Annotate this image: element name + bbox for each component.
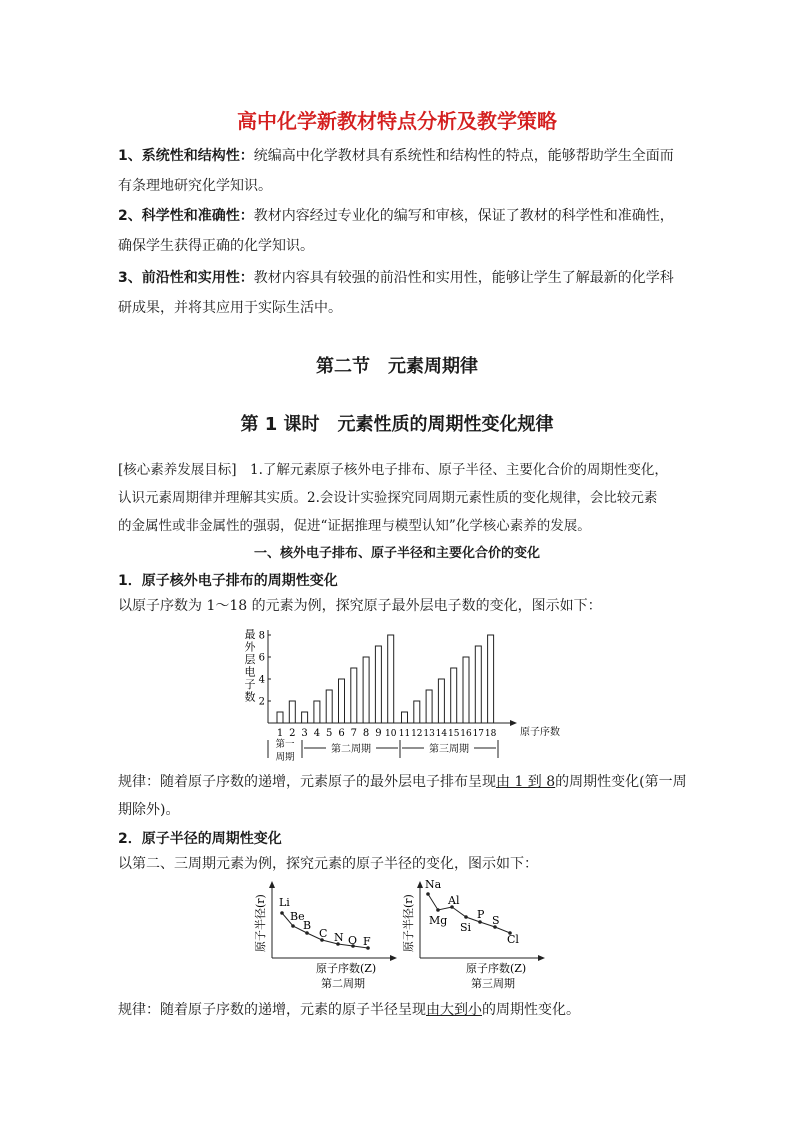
y-axis-arrow — [269, 881, 275, 888]
bar — [351, 668, 357, 723]
y-axis-label-char: 最 — [244, 628, 256, 641]
bar — [414, 701, 420, 723]
x-tick-label: 9 — [375, 728, 382, 739]
feature-lead: 2、科学性和准确性： — [118, 208, 254, 224]
element-label: O — [348, 934, 358, 947]
bar — [426, 690, 432, 723]
feature-text-continued: 确保学生获得正确的化学知识。 — [118, 238, 314, 254]
bar — [326, 690, 332, 723]
feature-lead: 1、系统性和结构性： — [118, 148, 254, 164]
element-label: Mg — [429, 914, 448, 927]
x-tick-label: 1 — [276, 728, 284, 739]
x-tick-label: 3 — [301, 728, 308, 739]
y-axis-label-char: 数 — [244, 690, 256, 704]
period-label-2: 第二周期 — [331, 744, 371, 755]
bar — [302, 712, 308, 723]
feature-item — [118, 141, 688, 201]
x-tick-label: 11 — [398, 729, 411, 739]
x-axis-label: 原子序数(Z) — [316, 962, 377, 975]
element-label: S — [492, 914, 500, 927]
bar — [277, 712, 283, 723]
x-tick-label: 15 — [447, 729, 460, 739]
x-tick-label: 10 — [384, 729, 397, 739]
bar — [339, 679, 345, 723]
rule-answer: 由 1 到 8 — [496, 774, 556, 790]
core-goals-line: [核心素养发展目标] 1.了解元素原子核外电子排布、原子半径、主要化合价的周期性变化， — [118, 462, 668, 478]
x-tick-label: 7 — [350, 728, 357, 739]
feature-item — [118, 263, 688, 323]
rule-answer: 由大到小 — [426, 1002, 482, 1018]
period-label-3: 第三周期 — [429, 744, 469, 755]
x-tick-label: 18 — [484, 729, 497, 739]
chart-caption: 第三周期 — [471, 977, 515, 990]
x-tick-label: 16 — [460, 729, 472, 739]
x-tick-label: 2 — [289, 728, 296, 739]
y-tick-label: 4 — [258, 674, 265, 686]
lesson-title: 第 1 课时 元素性质的周期性变化规律 — [240, 414, 554, 435]
x-tick-label: 13 — [423, 729, 435, 739]
element-label: Be — [290, 910, 305, 923]
electron-bar-chart — [240, 620, 560, 770]
x-tick-label: 6 — [338, 728, 345, 739]
bar — [463, 657, 469, 723]
rule-text: 规律：随着原子序数的递增，元素的原子半径呈现由大到小的周期性变化。 — [118, 1002, 580, 1018]
data-point — [436, 908, 440, 912]
feature-text: 统编高中化学教材具有系统性和结构性的特点，能够帮助学生全面而 — [253, 148, 674, 164]
x-axis-arrow — [390, 955, 397, 961]
element-label: P — [477, 908, 485, 921]
feature-text-continued: 研成果，并将其应用于实际生活中。 — [118, 300, 342, 316]
element-label: C — [319, 927, 328, 940]
bar — [451, 668, 457, 723]
feature-lead: 3、前沿性和实用性： — [118, 270, 254, 286]
x-tick-label: 5 — [326, 728, 333, 739]
data-point — [426, 892, 430, 896]
data-point — [464, 915, 468, 919]
element-label: N — [334, 931, 344, 944]
x-axis-arrow — [510, 720, 517, 726]
x-tick-label: 4 — [313, 728, 321, 739]
subsection-heading: 2．原子半径的周期性变化 — [118, 831, 282, 847]
x-tick-label: 8 — [362, 728, 370, 739]
bar — [488, 635, 494, 723]
y-axis-label: 原子半径(r) — [402, 894, 415, 952]
y-tick-label: 8 — [258, 630, 265, 642]
y-axis-label — [245, 628, 257, 704]
x-tick-label: 14 — [435, 729, 448, 739]
element-label: Si — [460, 921, 472, 934]
radius-chart-period-3 — [400, 880, 550, 992]
y-axis-arrow — [417, 881, 423, 888]
feature-text: 教材内容具有较强的前沿性和实用性，能够让学生了解最新的化学科 — [253, 270, 674, 286]
x-axis-label: 原子序数(Z) — [466, 962, 527, 975]
subsection-heading: 1．原子核外电子排布的周期性变化 — [118, 573, 338, 589]
feature-item — [118, 201, 688, 261]
bar — [289, 701, 295, 723]
feature-text: 教材内容经过专业化的编写和审核，保证了教材的科学性和准确性， — [253, 208, 674, 224]
element-label: F — [363, 935, 371, 948]
y-axis-label-char: 电 — [244, 665, 256, 679]
y-tick-label: 6 — [258, 652, 265, 664]
element-label: Al — [448, 894, 460, 907]
bar — [438, 679, 444, 723]
core-goals-line: 的金属性或非金属性的强弱，促进“证据推理与模型认知”化学核心素养的发展。 — [118, 518, 591, 534]
radius-chart-period-2 — [250, 880, 400, 992]
element-label: B — [303, 919, 312, 932]
feature-text-continued: 有条理地研究化学知识。 — [118, 178, 272, 194]
x-tick-label: 12 — [411, 729, 423, 739]
page-title: 高中化学新教材特点分析及教学策略 — [237, 109, 557, 133]
y-axis-label-char: 外 — [244, 640, 256, 654]
y-axis-label-char: 子 — [244, 678, 256, 691]
section-title: 第二节 元素周期律 — [316, 356, 478, 377]
part-title: 一、核外电子排布、原子半径和主要化合价的变化 — [253, 546, 540, 561]
x-axis-label: 原子序数 — [520, 727, 560, 738]
bar — [388, 635, 394, 723]
data-point — [280, 911, 284, 915]
y-axis-label-char: 层 — [244, 653, 256, 666]
x-axis-arrow — [538, 955, 545, 961]
data-point — [291, 924, 295, 928]
intro-text: 以原子序数为 1～18 的元素为例，探究原子最外层电子数的变化，图示如下： — [118, 598, 602, 614]
rule-text: 规律：随着原子序数的递增，元素原子的最外层电子排布呈现由 1 到 8的周期性变化(第一周 期除外)。 — [118, 774, 687, 818]
intro-text: 以第二、三周期元素为例，探究元素的原子半径的变化，图示如下： — [118, 856, 538, 872]
element-label: Cl — [507, 933, 519, 946]
element-label: Li — [279, 896, 290, 909]
chart-caption: 第二周期 — [321, 977, 365, 990]
y-tick-label: 2 — [258, 696, 265, 708]
bar — [475, 646, 481, 723]
core-goals — [118, 456, 690, 540]
period-label-1-cont: 周期 — [275, 752, 295, 763]
element-label: Na — [425, 880, 442, 891]
core-goals-line: 认识元素周期律并理解其实质。2.会设计实验探究同周期元素性质的变化规律，会比较元素 — [118, 490, 658, 506]
bar — [363, 657, 369, 723]
bar — [314, 701, 320, 723]
y-axis-label: 原子半径(r) — [254, 894, 267, 952]
x-tick-label: 17 — [472, 729, 485, 739]
period-label-1: 第一 — [275, 739, 295, 750]
bar — [375, 646, 381, 723]
bar — [402, 712, 408, 723]
